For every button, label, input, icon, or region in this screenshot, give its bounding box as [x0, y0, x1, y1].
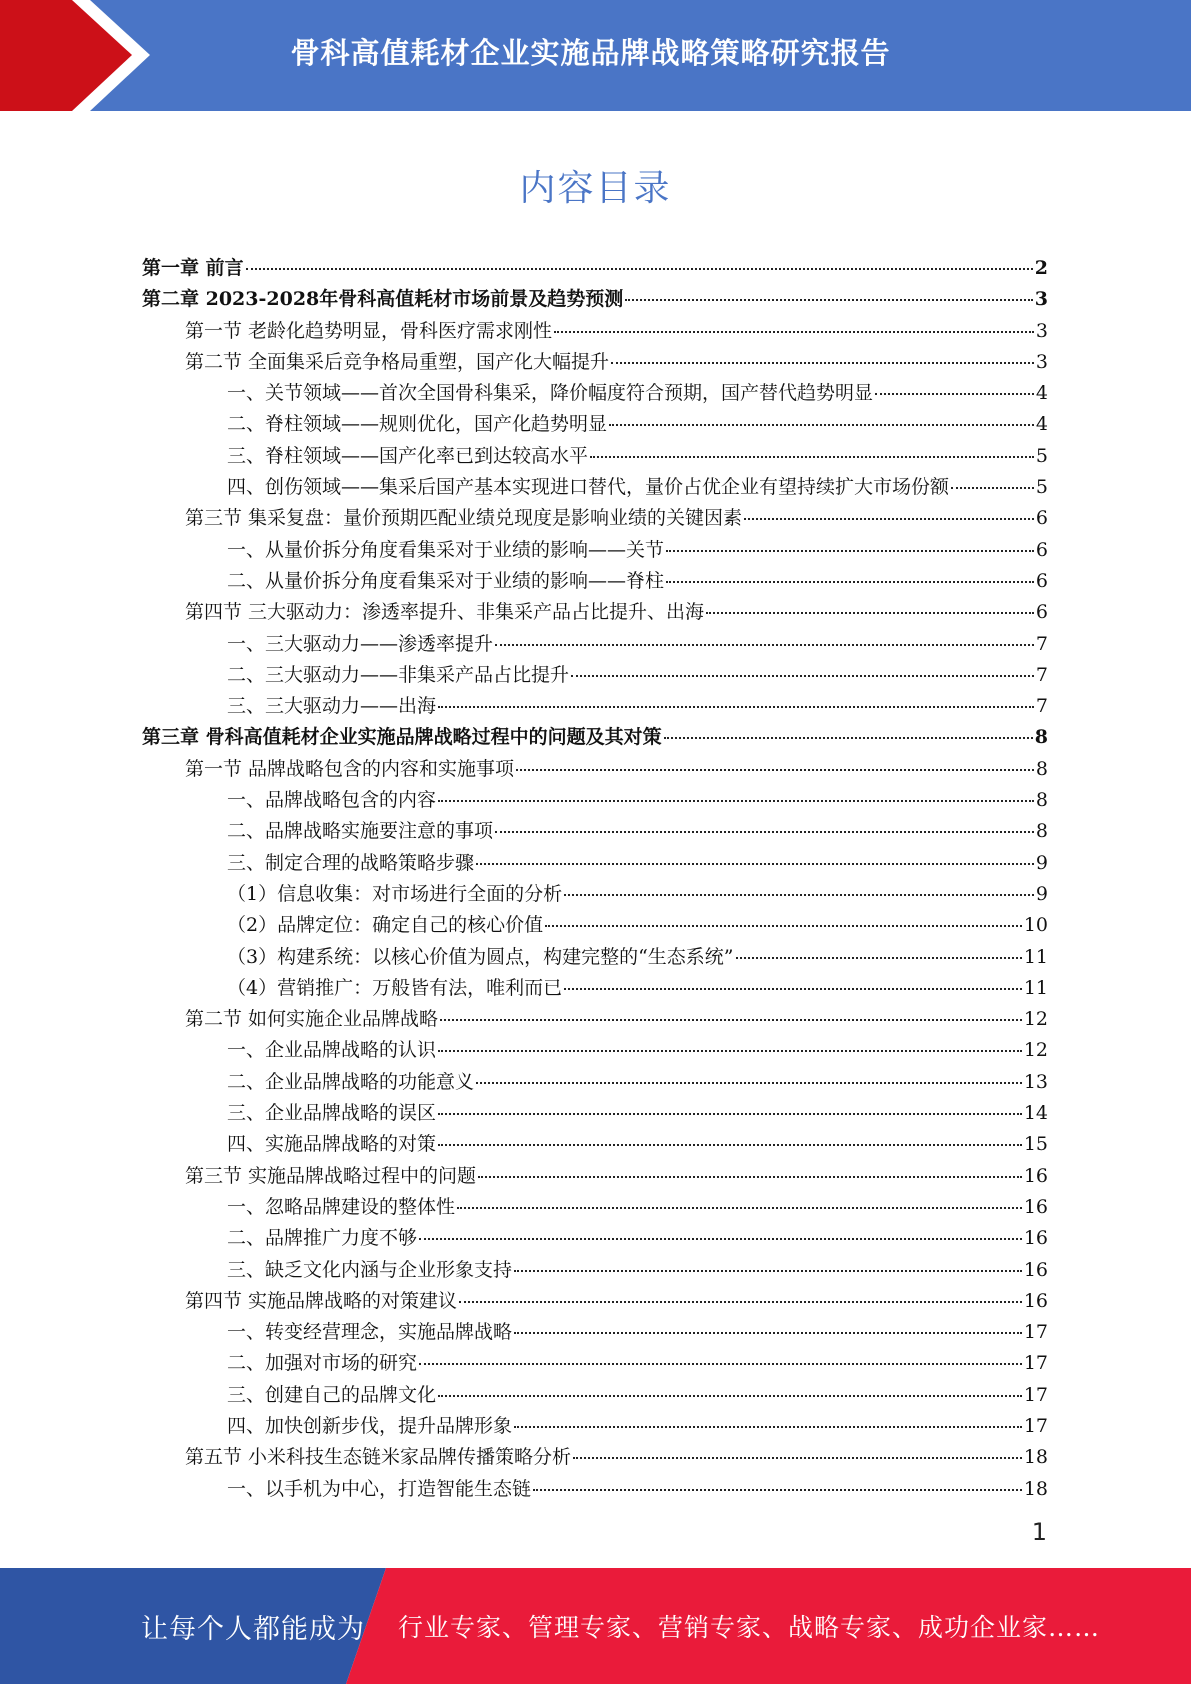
- toc-entry[interactable]: [142, 942, 1048, 973]
- toc-entry[interactable]: [142, 1192, 1048, 1223]
- toc-entry[interactable]: [142, 1161, 1048, 1192]
- toc-entry-label: 四、创伤领域——集采后国产基本实现进口替代，量价占优企业有望持续扩大市场份额: [227, 476, 950, 499]
- toc-dot-leader: [478, 1176, 1022, 1178]
- toc-entry-page: 16: [1023, 1195, 1048, 1218]
- toc-dot-leader: [533, 1489, 1022, 1491]
- toc-entry-label: 四、加快创新步伐，提升品牌形象: [227, 1414, 513, 1437]
- toc-entry-label: 第三章 骨科高值耗材企业实施品牌战略过程中的问题及其对策: [142, 726, 662, 749]
- toc-dot-leader: [736, 957, 1022, 959]
- toc-entry-label: 一、忽略品牌建设的整体性: [227, 1195, 456, 1218]
- toc-entry-label: 三、制定合理的战略策略步骤: [227, 851, 475, 874]
- toc-dot-leader: [554, 331, 1034, 333]
- toc-dot-leader: [951, 487, 1034, 489]
- header-chevron-icon: [0, 0, 160, 111]
- toc-entry[interactable]: [142, 1317, 1048, 1348]
- toc-entry-page: 17: [1023, 1352, 1048, 1375]
- toc-entry-label: 二、脊柱领域——规则优化，国产化趋势明显: [227, 413, 608, 436]
- document-title: 骨科高值耗材企业实施品牌战略策略研究报告: [290, 35, 891, 70]
- toc-entry-page: 8: [1035, 820, 1048, 843]
- toc-entry-label: 第一节 老龄化趋势明显，骨科医疗需求刚性: [185, 319, 553, 342]
- toc-dot-leader: [564, 988, 1022, 990]
- toc-entry-page: 15: [1023, 1133, 1048, 1156]
- toc-entry[interactable]: [142, 1348, 1048, 1379]
- toc-dot-leader: [438, 1395, 1022, 1397]
- toc-entry[interactable]: [142, 409, 1048, 440]
- toc-entry-page: 4: [1035, 382, 1048, 405]
- toc-entry-page: 17: [1023, 1383, 1048, 1406]
- toc-entry-label: （3）构建系统：以核心价值为圆点，构建完整的“生态系统”: [227, 945, 734, 968]
- toc-entry-page: 17: [1023, 1414, 1048, 1437]
- toc-dot-leader: [564, 894, 1034, 896]
- toc-entry-page: 4: [1035, 413, 1048, 436]
- toc-dot-leader: [438, 800, 1034, 802]
- toc-entry[interactable]: [142, 1442, 1048, 1473]
- toc-entry-label: 一、企业品牌战略的认识: [227, 1039, 437, 1062]
- toc-dot-leader: [573, 1457, 1022, 1459]
- toc-entry[interactable]: [142, 1286, 1048, 1317]
- toc-dot-leader: [590, 456, 1034, 458]
- toc-dot-leader: [246, 268, 1033, 270]
- toc-entry[interactable]: [142, 1255, 1048, 1286]
- toc-dot-leader: [476, 863, 1034, 865]
- toc-entry-label: 三、缺乏文化内涵与企业形象支持: [227, 1258, 513, 1281]
- toc-entry-page: 3: [1034, 288, 1048, 311]
- toc-entry-page: 16: [1023, 1164, 1048, 1187]
- toc-entry-page: 6: [1035, 569, 1048, 592]
- toc-entry-label: 第二节 如何实施企业品牌战略: [185, 1008, 439, 1031]
- table-of-contents: [142, 253, 1048, 1505]
- toc-entry-page: 2: [1034, 257, 1048, 279]
- toc-dot-leader: [495, 644, 1034, 646]
- toc-entry-label: 二、从量价拆分角度看集采对于业绩的影响——脊柱: [227, 569, 665, 592]
- header-band: [0, 0, 1191, 111]
- toc-entry-page: 16: [1023, 1289, 1048, 1312]
- toc-entry[interactable]: [142, 816, 1048, 847]
- toc-dot-leader: [419, 1363, 1022, 1365]
- toc-dot-leader: [875, 393, 1034, 395]
- toc-entry-page: 7: [1035, 632, 1048, 655]
- toc-entry-page: 12: [1023, 1008, 1048, 1031]
- toc-dot-leader: [545, 925, 1022, 927]
- toc-entry-label: 第二章 2023-2028年骨科高值耗材市场前景及趋势预测: [142, 288, 624, 311]
- toc-dot-leader: [611, 362, 1034, 364]
- toc-dot-leader: [516, 769, 1034, 771]
- toc-entry-page: 13: [1023, 1070, 1048, 1093]
- toc-entry-page: 9: [1035, 851, 1048, 874]
- toc-entry[interactable]: [142, 1223, 1048, 1254]
- toc-dot-leader: [419, 1238, 1022, 1240]
- toc-entry[interactable]: [142, 503, 1048, 534]
- toc-entry-page: 6: [1035, 601, 1048, 624]
- toc-entry-label: 三、创建自己的品牌文化: [227, 1383, 437, 1406]
- toc-entry[interactable]: [142, 629, 1048, 660]
- toc-entry-page: 7: [1035, 663, 1048, 686]
- toc-entry-page: 16: [1023, 1258, 1048, 1281]
- toc-dot-leader: [514, 1426, 1022, 1428]
- toc-entry-label: 一、以手机为中心，打造智能生态链: [227, 1477, 532, 1500]
- toc-entry-page: 3: [1035, 350, 1048, 373]
- toc-entry-page: 16: [1023, 1227, 1048, 1250]
- toc-dot-leader: [459, 1301, 1022, 1303]
- toc-entry[interactable]: [142, 253, 1048, 284]
- toc-entry-page: 18: [1023, 1446, 1048, 1469]
- toc-entry[interactable]: [142, 973, 1048, 1004]
- toc-entry-label: 一、转变经营理念，实施品牌战略: [227, 1321, 513, 1344]
- toc-entry[interactable]: [142, 910, 1048, 941]
- toc-entry[interactable]: [142, 754, 1048, 785]
- toc-entry-label: 一、品牌战略包含的内容: [227, 789, 437, 812]
- toc-entry-label: 第一章 前言: [142, 257, 244, 279]
- toc-entry-label: 第四节 实施品牌战略的对策建议: [185, 1289, 458, 1312]
- toc-entry-label: （2）品牌定位：确定自己的核心价值: [227, 914, 544, 937]
- toc-entry[interactable]: [142, 1035, 1048, 1066]
- toc-entry-label: 第三节 实施品牌战略过程中的问题: [185, 1164, 477, 1187]
- toc-dot-leader: [476, 1082, 1022, 1084]
- toc-dot-leader: [625, 299, 1033, 301]
- toc-entry[interactable]: [142, 848, 1048, 879]
- toc-entry-label: （1）信息收集：对市场进行全面的分析: [227, 882, 563, 905]
- toc-entry-label: 四、实施品牌战略的对策: [227, 1133, 437, 1156]
- toc-entry[interactable]: [142, 472, 1048, 503]
- toc-entry-label: 三、三大驱动力——出海: [227, 695, 437, 718]
- footer-slogan-left: 让每个人都能成为: [141, 1613, 365, 1645]
- toc-entry-page: 6: [1035, 507, 1048, 530]
- toc-dot-leader: [438, 1144, 1022, 1146]
- toc-entry[interactable]: [142, 566, 1048, 597]
- toc-dot-leader: [706, 612, 1034, 614]
- toc-entry-label: （4）营销推广：万般皆有法，唯利而已: [227, 976, 563, 999]
- toc-dot-leader: [666, 550, 1034, 552]
- toc-entry[interactable]: [142, 785, 1048, 816]
- footer-band: [0, 1568, 1191, 1684]
- toc-dot-leader: [495, 831, 1034, 833]
- toc-entry[interactable]: [142, 1474, 1048, 1505]
- toc-entry-label: 二、加强对市场的研究: [227, 1352, 418, 1375]
- footer-slogan-right: 行业专家、管理专家、营销专家、战略专家、成功企业家……: [398, 1613, 1101, 1642]
- toc-entry-page: 17: [1023, 1321, 1048, 1344]
- toc-entry-label: 第二节 全面集采后竞争格局重塑，国产化大幅提升: [185, 350, 610, 373]
- toc-entry[interactable]: [142, 1067, 1048, 1098]
- toc-dot-leader: [571, 675, 1034, 677]
- toc-entry[interactable]: [142, 378, 1048, 409]
- toc-entry[interactable]: [142, 1380, 1048, 1411]
- toc-entry-label: 三、企业品牌战略的误区: [227, 1102, 437, 1125]
- toc-entry-page: 5: [1035, 476, 1048, 499]
- toc-entry[interactable]: [142, 1004, 1048, 1035]
- page-number: 1: [1031, 1518, 1047, 1546]
- toc-entry-label: 二、品牌推广力度不够: [227, 1227, 418, 1250]
- toc-dot-leader: [438, 1113, 1022, 1115]
- toc-entry-label: 第五节 小米科技生态链米家品牌传播策略分析: [185, 1446, 572, 1469]
- toc-entry-label: 第三节 集采复盘：量价预期匹配业绩兑现度是影响业绩的关键因素: [185, 507, 743, 530]
- toc-entry-label: 一、三大驱动力——渗透率提升: [227, 632, 494, 655]
- toc-entry-label: 二、品牌战略实施要注意的事项: [227, 820, 494, 843]
- toc-entry[interactable]: [142, 1098, 1048, 1129]
- toc-entry-page: 12: [1023, 1039, 1048, 1062]
- toc-entry-page: 18: [1023, 1477, 1048, 1500]
- toc-entry[interactable]: [142, 284, 1048, 315]
- toc-entry-page: 6: [1035, 538, 1048, 561]
- toc-entry-page: 9: [1035, 882, 1048, 905]
- toc-dot-leader: [666, 581, 1034, 583]
- toc-entry[interactable]: [142, 441, 1048, 472]
- toc-entry-label: 二、企业品牌战略的功能意义: [227, 1070, 475, 1093]
- toc-entry-page: 8: [1035, 757, 1048, 780]
- toc-entry[interactable]: [142, 1129, 1048, 1160]
- toc-dot-leader: [514, 1270, 1022, 1272]
- toc-dot-leader: [438, 706, 1034, 708]
- toc-entry-page: 14: [1023, 1102, 1048, 1125]
- toc-dot-leader: [664, 737, 1033, 739]
- toc-entry-label: 第一节 品牌战略包含的内容和实施事项: [185, 757, 515, 780]
- toc-dot-leader: [438, 1050, 1022, 1052]
- toc-entry-page: 11: [1023, 945, 1048, 968]
- toc-entry-page: 5: [1035, 444, 1048, 467]
- toc-entry-label: 二、三大驱动力——非集采产品占比提升: [227, 663, 570, 686]
- toc-entry[interactable]: [142, 691, 1048, 722]
- toc-entry[interactable]: [142, 597, 1048, 628]
- toc-entry-page: 7: [1035, 695, 1048, 718]
- toc-entry-page: 8: [1035, 789, 1048, 812]
- toc-entry-page: 10: [1023, 914, 1048, 937]
- toc-heading: 内容目录: [519, 168, 672, 209]
- toc-entry-label: 三、脊柱领域——国产化率已到达较高水平: [227, 444, 589, 467]
- toc-entry-page: 11: [1023, 976, 1048, 999]
- toc-entry-page: 3: [1035, 319, 1048, 342]
- toc-dot-leader: [514, 1332, 1022, 1334]
- toc-entry[interactable]: [142, 660, 1048, 691]
- toc-entry[interactable]: [142, 347, 1048, 378]
- toc-entry-page: 8: [1034, 726, 1048, 749]
- toc-entry-label: 一、从量价拆分角度看集采对于业绩的影响——关节: [227, 538, 665, 561]
- toc-entry[interactable]: [142, 879, 1048, 910]
- toc-dot-leader: [457, 1207, 1022, 1209]
- toc-entry[interactable]: [142, 535, 1048, 566]
- toc-dot-leader: [440, 1019, 1022, 1021]
- toc-entry-label: 一、关节领域——首次全国骨科集采，降价幅度符合预期，国产替代趋势明显: [227, 382, 874, 405]
- toc-entry-label: 第四节 三大驱动力：渗透率提升、非集采产品占比提升、出海: [185, 601, 705, 624]
- toc-dot-leader: [609, 424, 1034, 426]
- toc-entry[interactable]: [142, 1411, 1048, 1442]
- toc-entry[interactable]: [142, 722, 1048, 753]
- toc-dot-leader: [744, 518, 1034, 520]
- toc-entry[interactable]: [142, 316, 1048, 347]
